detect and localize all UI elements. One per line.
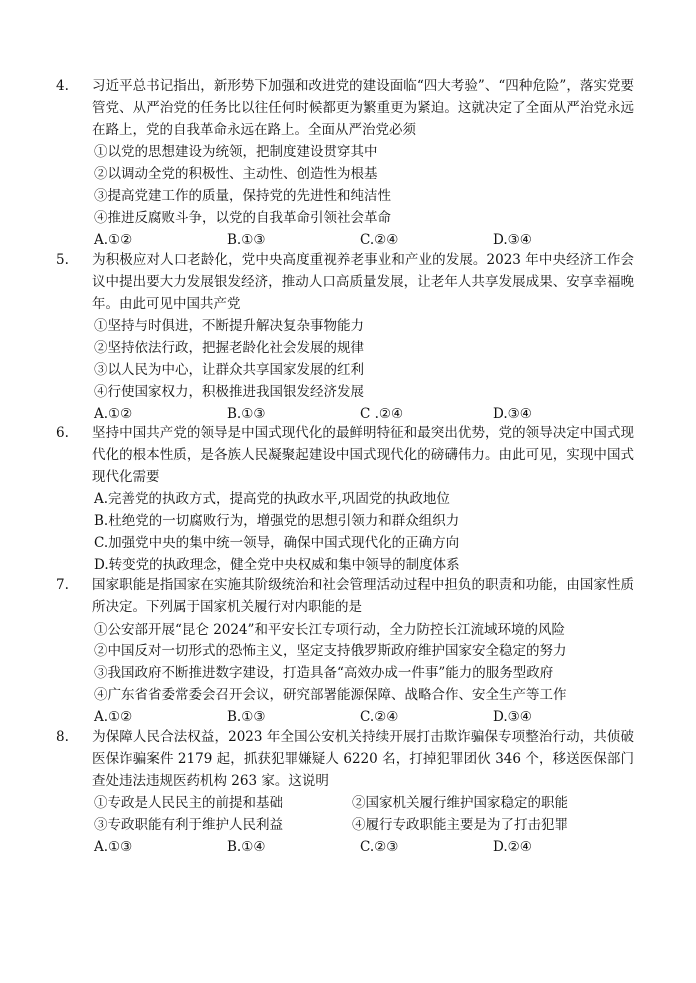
option-b[interactable]: B.①③ — [227, 231, 266, 248]
option-d[interactable]: D.③④ — [493, 405, 532, 422]
statement-1: ①公安部开展“昆仑 2024”和平安长江专项行动，全力防控长江流域环境的风险 — [94, 621, 565, 638]
option-b[interactable]: B.①④ — [227, 838, 266, 855]
question-text: 习近平总书记指出，新形势下加强和改进党的建设面临“四大考验”、“四种危险”，落实党要管党、从严治党的任务比以往任何时候都更为繁重更为紧迫。这就决定了全面从严治党永远在路上，党的自我革命永远在路上。全面从严治党必须 — [92, 78, 634, 138]
question-stem — [56, 575, 634, 619]
statement-list — [74, 620, 634, 707]
option-c[interactable]: C.②③ — [360, 838, 399, 855]
option-c[interactable]: C .②④ — [360, 405, 404, 422]
statement-3: ③提高党建工作的质量，保持党的先进性和纯洁性 — [94, 187, 391, 204]
statement-3: ③以人民为中心，让群众共享国家发展的红利 — [94, 361, 364, 378]
question-stem — [56, 250, 634, 315]
option-row — [74, 707, 634, 729]
statement-1: ①专政是人民民主的前提和基础 — [94, 795, 283, 812]
option-a[interactable]: A.①③ — [94, 838, 133, 855]
option-c[interactable]: C.②④ — [360, 231, 399, 248]
question-7 — [56, 575, 634, 729]
option-d[interactable]: D.③④ — [493, 708, 532, 725]
statement-grid — [74, 793, 634, 837]
question-6 — [56, 423, 634, 577]
statement-4: ④履行专政职能主要是为了打击犯罪 — [352, 817, 568, 834]
statement-1: ①以党的思想建设为统领，把制度建设贯穿其中 — [94, 144, 378, 161]
option-row — [74, 837, 634, 859]
question-text: 坚持中国共产党的领导是中国式现代化的最鲜明特征和最突出优势，党的领导决定中国式现代化的根本性质，是各族人民凝聚起建设中国式现代化的磅礴伟力。由此可见，实现中国式现代化需要 — [92, 425, 634, 485]
statement-2: ②以调动全党的积极性、主动性、创造性为根基 — [94, 166, 378, 183]
question-number: 8. — [56, 729, 69, 745]
question-text: 为保障人民合法权益，2023 年全国公安机关持续开展打击欺诈骗保专项整治行动，共侦破医保诈骗案件 2179 起，抓获犯罪嫌疑人 6220 名，打掉犯罪团伙 346 个，移送医保部门查处违法违规医药机构 263 家。这说明 — [92, 729, 634, 789]
option-d[interactable]: D.③④ — [493, 231, 532, 248]
choice-list — [74, 489, 634, 576]
option-a[interactable]: A.①② — [94, 708, 133, 725]
option-a[interactable]: A.①② — [94, 231, 133, 248]
option-d[interactable]: D.②④ — [493, 838, 532, 855]
question-text: 国家职能是指国家在实施其阶级统治和社会管理活动过程中担负的职责和功能，由国家性质所决定。下列属于国家机关履行对内职能的是 — [92, 577, 634, 615]
statement-2: ②坚持依法行政，把握老龄化社会发展的规律 — [94, 340, 364, 357]
choice-d[interactable]: D.转变党的执政理念，健全党中央权威和集中领导的制度体系 — [94, 556, 460, 573]
question-text: 为积极应对人口老龄化，党中央高度重视养老事业和产业的发展。2023 年中央经济工作会议中提出要大力发展银发经济，推动人口高质量发展，让老年人共享发展成果、安享幸福晚年。由此可见中国共产党 — [92, 252, 634, 312]
choice-a[interactable]: A.完善党的执政方式，提高党的执政水平,巩固党的执政地位 — [94, 491, 450, 508]
statement-4: ④广东省省委常委会召开会议，研究部署能源保障、战略合作、安全生产等工作 — [94, 686, 567, 703]
statement-4: ④推进反腐败斗争，以党的自我革命引领社会革命 — [94, 209, 391, 226]
question-number: 5. — [56, 252, 69, 268]
question-stem — [56, 76, 634, 141]
question-8 — [56, 727, 634, 859]
question-5 — [56, 250, 634, 425]
choice-c[interactable]: C.加强党中央的集中统一领导，确保中国式现代化的正确方向 — [94, 534, 460, 551]
option-b[interactable]: B.①③ — [227, 708, 266, 725]
statement-list — [74, 316, 634, 403]
statement-3: ③我国政府不断推进数字建设，打造具备“高效办成一件事”能力的服务型政府 — [94, 665, 554, 682]
question-stem — [56, 423, 634, 488]
question-number: 7. — [56, 577, 69, 593]
option-row — [74, 230, 634, 252]
statement-3: ③专政职能有利于维护人民利益 — [94, 817, 283, 834]
option-b[interactable]: B.①③ — [227, 405, 266, 422]
statement-2: ②国家机关履行维护国家稳定的职能 — [352, 795, 568, 812]
question-4 — [56, 76, 634, 251]
statement-4: ④行使国家权力，积极推进我国银发经济发展 — [94, 383, 364, 400]
option-c[interactable]: C.②④ — [360, 708, 399, 725]
option-a[interactable]: A.①② — [94, 405, 133, 422]
statement-1: ①坚持与时俱进，不断提升解决复杂事物能力 — [94, 318, 364, 335]
choice-b[interactable]: B.杜绝党的一切腐败行为，增强党的思想引领力和群众组织力 — [94, 513, 460, 530]
statement-list — [74, 142, 634, 229]
question-stem — [56, 727, 634, 792]
question-number: 6. — [56, 425, 69, 441]
statement-2: ②中国反对一切形式的恐怖主义，坚定支持俄罗斯政府维护国家安全稳定的努力 — [94, 643, 567, 660]
question-number: 4. — [56, 78, 69, 94]
